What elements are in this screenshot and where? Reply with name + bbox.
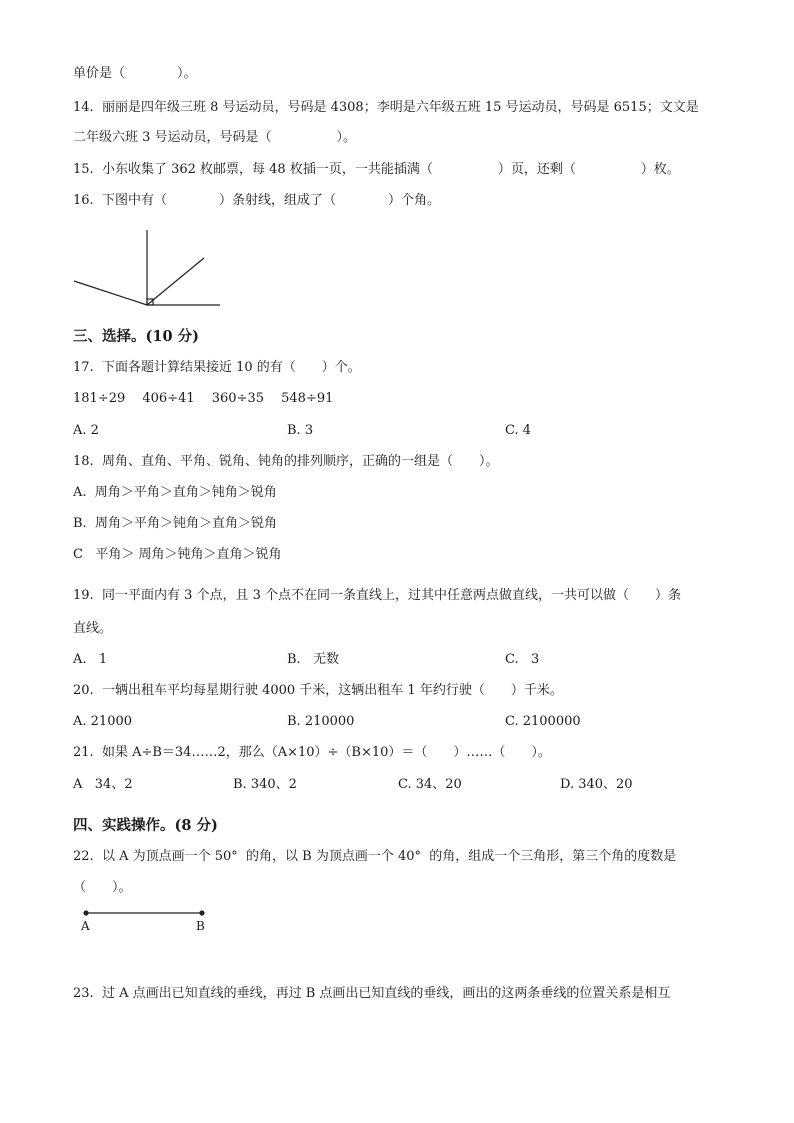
point-a-label: A xyxy=(81,919,90,933)
q17-text: 17. 下面各题计算结果接近 10 的有（ ）个。 xyxy=(73,360,361,375)
q16-text: 16. 下图中有（ ）条射线，组成了（ ）个角。 xyxy=(73,193,440,208)
q22-text: 22. 以 A 为顶点画一个 50° 的角，以 B 为顶点画一个 40° 的角，组成一个三角形，第三个角的度数是 xyxy=(73,849,677,864)
q17-option-a: A. 2 xyxy=(73,423,99,438)
q21-option-a: A 34、2 xyxy=(73,777,133,792)
right-angle-mark xyxy=(147,299,153,305)
ray-left xyxy=(74,281,147,305)
point-b-dot xyxy=(199,910,204,915)
q19-option-c: C. 3 xyxy=(505,652,540,667)
section-3-heading: 三、选择。(10 分) xyxy=(73,328,199,345)
q14-text: 14. 丽丽是四年级三班 8 号运动员，号码是 4308；李明是六年级五班 15 号运动员，号码是 6515；文文是 xyxy=(73,100,699,115)
q17-option-b: B. 3 xyxy=(287,423,314,438)
q20-text: 20. 一辆出租车平均每星期行驶 4000 千米，这辆出租车 1 年约行驶（ ）千米。 xyxy=(73,683,563,698)
q21-text: 21. 如果 A÷B＝34……2，那么（A×10）÷（B×10）＝（ ）……（ ）。 xyxy=(73,745,551,760)
q19-option-a: A. 1 xyxy=(73,652,108,667)
q13-tail-text: 单价是（ ）。 xyxy=(73,66,197,81)
section-4-heading: 四、实践操作。(8 分) xyxy=(73,817,218,834)
q18-option-c: C 平角＞ 周角＞钝角＞直角＞锐角 xyxy=(73,547,282,562)
q22-text-cont: （ ）。 xyxy=(73,880,132,895)
q20-option-c: C. 2100000 xyxy=(505,714,581,729)
q18-option-a: A. 周角＞平角＞直角＞钝角＞锐角 xyxy=(73,485,277,500)
point-a-dot xyxy=(83,910,88,915)
q18-text: 18. 周角、直角、平角、锐角、钝角的排列顺序，正确的一组是（ ）。 xyxy=(73,454,499,469)
q23-text: 23. 过 A 点画出已知直线的垂线，再过 B 点画出已知直线的垂线，画出的这两条垂线的位置关系是相互 xyxy=(73,986,671,1001)
ray-diagonal xyxy=(147,258,204,305)
q18-option-b: B. 周角＞平角＞钝角＞直角＞锐角 xyxy=(73,516,277,531)
point-b-label: B xyxy=(196,919,205,933)
q21-option-d: D. 340、20 xyxy=(560,777,633,792)
q17-expressions: 181÷29 406÷41 360÷35 548÷91 xyxy=(73,391,334,406)
q21-option-c: C. 34、20 xyxy=(398,777,462,792)
q20-option-b: B. 210000 xyxy=(287,714,355,729)
q19-text: 19. 同一平面内有 3 个点，且 3 个点不在同一条直线上，过其中任意两点做直线，一共可以做（ ）条 xyxy=(73,588,682,603)
q17-option-c: C. 4 xyxy=(505,423,532,438)
q19-text-cont: 直线。 xyxy=(73,621,113,636)
q14-text-cont: 二年级六班 3 号运动员，号码是（ ）。 xyxy=(73,130,357,145)
q19-option-b: B. 无数 xyxy=(287,652,340,667)
q21-option-b: B. 340、2 xyxy=(233,777,297,792)
q15-text: 15. 小东收集了 362 枚邮票，每 48 枚插一页，一共能插满（ ）页，还剩（ ）枚。 xyxy=(73,162,680,177)
q20-option-a: A. 21000 xyxy=(73,714,133,729)
